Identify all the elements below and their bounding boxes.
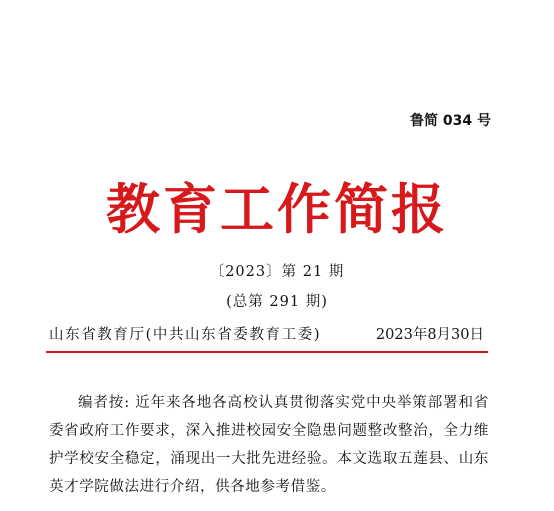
- publisher: 山东省教育厅(中共山东省委教育工委): [49, 327, 322, 343]
- editor-note-text: 编者按: 近年来各地各高校认真贯彻落实党中央举策部署和省委省政府工作要求，深入推进校园安全隐患问题整改整治，全力维护学校安全稳定，涌现出一大批先进经验。本文选取五莲县、山东英才学院做法进行介绍，供各地参考借鉴。: [49, 395, 489, 495]
- editor-note: [49, 389, 489, 501]
- bulletin-title: 教育工作简报: [106, 177, 448, 241]
- document-number: 鲁简 034 号: [410, 113, 491, 129]
- publication-date: 2023年8月30日: [375, 327, 484, 343]
- total-issue-number: (总第 291 期): [226, 294, 328, 310]
- issue-number: 〔2023〕第 21 期: [209, 264, 345, 280]
- red-divider-line: [46, 351, 488, 353]
